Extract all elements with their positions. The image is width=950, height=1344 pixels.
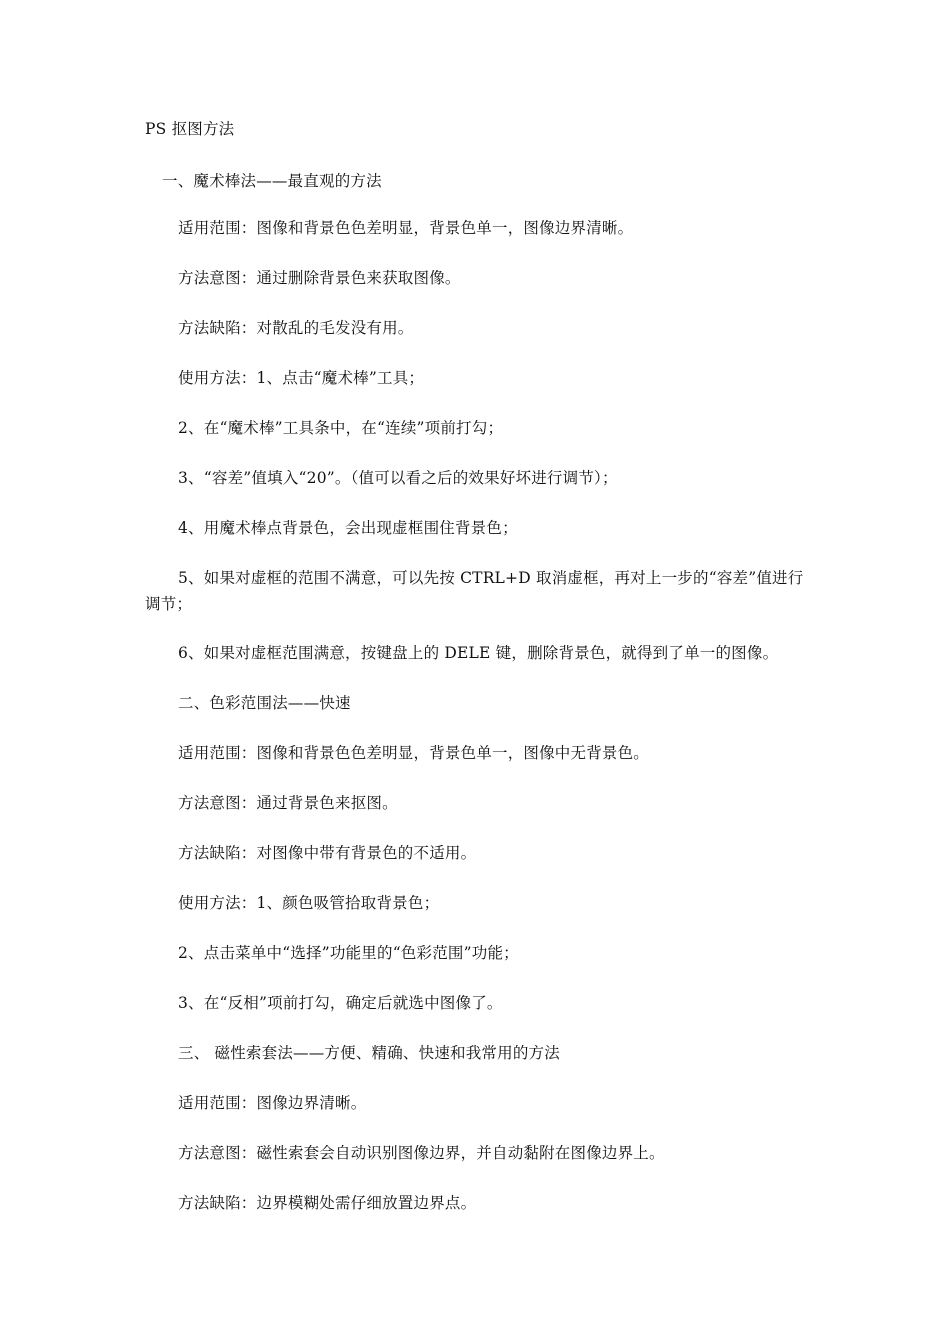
section-heading-1: 一、魔术棒法——最直观的方法 bbox=[162, 172, 382, 190]
paragraph: 方法意图：通过删除背景色来获取图像。 bbox=[178, 269, 461, 287]
paragraph: 4、用魔术棒点背景色，会出现虚框围住背景色； bbox=[178, 519, 518, 537]
paragraph: 适用范围：图像和背景色色差明显，背景色单一，图像边界清晰。 bbox=[178, 219, 634, 237]
document-title: PS 抠图方法 bbox=[145, 120, 235, 138]
paragraph: 方法意图：磁性索套会自动识别图像边界，并自动黏附在图像边界上。 bbox=[178, 1144, 665, 1162]
paragraph: 2、点击菜单中“选择”功能里的“色彩范围”功能； bbox=[178, 944, 519, 962]
paragraph: 2、在“魔术棒”工具条中，在“连续”项前打勾； bbox=[178, 419, 504, 437]
paragraph: 方法缺陷：对散乱的毛发没有用。 bbox=[178, 319, 414, 337]
paragraph: 适用范围：图像和背景色色差明显，背景色单一，图像中无背景色。 bbox=[178, 744, 650, 762]
section-heading-3: 三、 磁性索套法——方便、精确、快速和我常用的方法 bbox=[178, 1044, 560, 1062]
paragraph: 6、如果对虚框范围满意，按键盘上的 DELE 键，删除背景色，就得到了单一的图像。 bbox=[178, 644, 779, 662]
paragraph: 3、“容差”值填入“20”。（值可以看之后的效果好坏进行调节）； bbox=[178, 469, 618, 487]
paragraph: 方法缺陷：对图像中带有背景色的不适用。 bbox=[178, 844, 477, 862]
paragraph: 方法意图：通过背景色来抠图。 bbox=[178, 794, 398, 812]
paragraph: 使用方法：1、点击“魔术棒”工具； bbox=[178, 369, 425, 387]
paragraph: 5、如果对虚框的范围不满意，可以先按 CTRL+D 取消虚框，再对上一步的“容差”值进行调节； bbox=[145, 569, 804, 613]
paragraph: 方法缺陷：边界模糊处需仔细放置边界点。 bbox=[178, 1194, 477, 1212]
paragraph: 使用方法：1、颜色吸管拾取背景色； bbox=[178, 894, 440, 912]
section-heading-2: 二、色彩范围法——快速 bbox=[178, 694, 351, 712]
paragraph: 3、在“反相”项前打勾，确定后就选中图像了。 bbox=[178, 994, 503, 1012]
paragraph: 适用范围：图像边界清晰。 bbox=[178, 1094, 367, 1112]
